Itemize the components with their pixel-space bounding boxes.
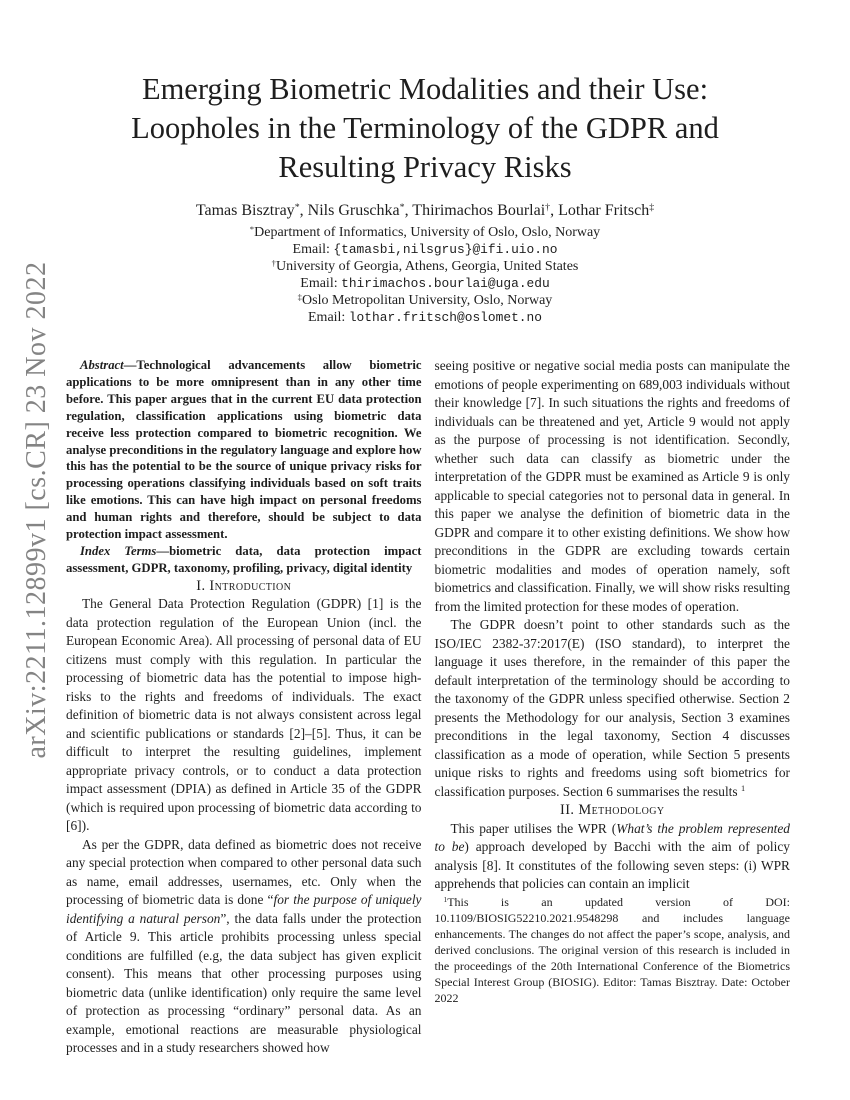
paper-title — [60, 70, 790, 187]
intro-paragraph-4: The GDPR doesn’t point to other standards such as the ISO/IEC 2382-37:2017(E) (ISO standard), to interpret the language it uses therefore, in the remainder of this paper the default interpretation of the terminology should be according to the taxonomy of the GDPR unless specified otherwise. Section 2 presents the Methodology for our analysis, Section 3 examines preconditions in the legal taxonomy, Section 4 discusses classification as a mode of operation, while Section 5 presents unique risks to rights and freedoms using soft biometrics for classification purposes. Section 6 summarises the results $^1$ — [434, 617, 790, 799]
author-block — [0, 201, 850, 326]
methodology-paragraph-1: This paper utilises the WPR (What’s the problem represented to be) approach developed by Bacchi with the aim of policy analysis [8]. It constitutes of the following seven steps: (i) WPR apprehends that policies can contain an implicit — [434, 820, 791, 891]
email-oslo: Email: {tamasbi,nilsgrus}@ifi.uio.no — [292, 242, 558, 257]
paper-title-line-1: Emerging Biometric Modalities and their Use: — [141, 72, 709, 106]
affiliation-georgia: †University of Georgia, Athens, Georgia, United States — [271, 257, 579, 274]
section-heading-methodology: II. Methodology — [560, 802, 665, 818]
affiliation-oslo: *Department of Informatics, University of Oslo, Oslo, Norway — [249, 223, 601, 240]
left-column — [66, 357, 422, 1058]
email-georgia: Email: thirimachos.bourlai@uga.edu — [300, 276, 550, 291]
intro-paragraph-1: The General Data Protection Regulation (GDPR) [1] is the data protection regulation of the European Union (incl. the European Economic Area). All processing of personal data of EU citizens must comply with this regulation. In particular the processing of biometric data has the potential to impose high-risks to the rights and freedoms of individuals. The exact definition of biometric data is not always consistent across legal and scientific publications or standards [2]–[5]. Thus, it can be difficult to interpret the resulting guidelines, implement appropriate privacy controls, or to conduct a data protection impact assessment (DPIA) as defined in Article 35 of the GDPR (which is required upon processing of biometric data according to [6]). — [66, 596, 422, 834]
index-terms-paragraph: Index Terms—biometric data, data protection impact assessment, GDPR, taxonomy, profiling, privacy, digital identity — [66, 543, 422, 575]
two-column-body — [66, 357, 790, 1058]
intro-paragraph-2: As per the GDPR, data defined as biometric does not receive any special protection when compared to other personal data such as name, email addresses, usernames, etc. Only when the processing of biometric data is done “for the purpose of uniquely identifying a natural person”, the data falls under the protection of Article 9. This article prohibits processing unless special conditions are fulfilled (e.g, the data subject has given explicit consent). This means that other processing purposes using biometric data (unlike identification) only require the same level of protection as processing “ordinary” personal data. As an example, emotional reactions are measurable physiological processes and in a study researchers showed how — [66, 836, 422, 1056]
paper-title-line-3: Resulting Privacy Risks — [278, 150, 572, 184]
intro-paragraph-3: seeing positive or negative social media posts can manipulate the emotions of people experimenting on 689,003 individuals without their knowledge [7]. In such situations the rights and freedoms of individuals can be threatened and yet, Article 9 would not apply as the purpose of processing is not identification. Secondly, whether such data can classify as biometric under the interpretation of the GDPR must be examined as Article 9 is only applicable to special categories not to personal data in general. In this paper we analyse the definition of biometric data in the GDPR and compare it to other existing definitions. We show how preconditions in the GDPR are excluding towards certain biometric modalities and modes of operation namely, soft biometrics and classification. Finally, we will show risks resulting from the limited protection for these modes of operation. — [434, 358, 790, 614]
abstract-paragraph: Abstract—Technological advancements allow biometric applications to be more omnipresent than in any other time before. This paper argues that in the current EU data protection regulation, classification applications using biometric data receive less protection compared to biometric recognition. We analyse preconditions in the regulatory language and explore how this has the potential to be the source of unique privacy risks for processing operations classifying individuals based on soft traits like emotions. This can have high impact on personal freedoms and human rights and therefore, should be subject to data protection impact assessment. — [66, 358, 422, 542]
section-heading-introduction: I. Introduction — [196, 577, 292, 594]
affiliation-oslomet: ‡Oslo Metropolitan University, Oslo, Norway — [297, 291, 553, 308]
footnote: $^1$This is an updated version of DOI: 10.1109/BIOSIG52210.2021.9548298 and includes language enhancements. The changes do not affect the paper’s scope, analysis, and derived conclusions. The original version of this research is included in the proceedings of the 20th International Conference of the Biometrics Special Interest Group (BIOSIG). Editor: Tamas Bisztray. Date: October 2022 — [434, 894, 790, 1005]
paper-title-line-2: Loopholes in the Terminology of the GDPR and — [131, 111, 719, 145]
arxiv-watermark: arXiv:2211.12899v1 [cs.CR] 23 Nov 2022 — [21, 261, 52, 759]
right-column — [435, 357, 791, 1058]
email-oslomet: Email: lothar.fritsch@oslomet.no — [308, 310, 542, 325]
author-names: Tamas Bisztray*, Nils Gruschka*, Thirimachos Bourlai†, Lothar Fritsch‡ — [195, 202, 655, 219]
